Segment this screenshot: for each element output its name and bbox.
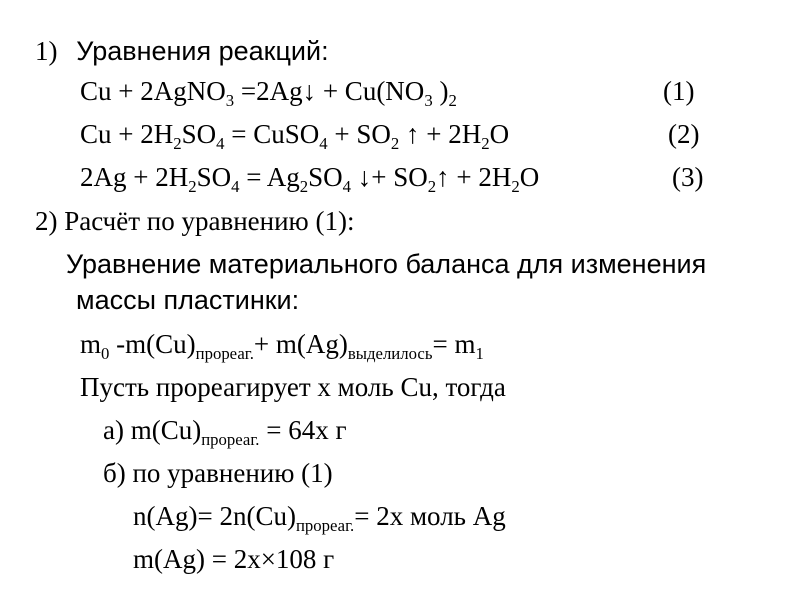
item-b: б) по уравнению (1) [103,458,333,488]
eq2-part: ↑ + 2H [399,119,482,149]
mass-eq-sub: выделилось [347,343,433,363]
mass-eq-sub: 1 [475,343,484,363]
eq1-part: Cu + 2AgNO [80,76,226,106]
eq2-part: + SO [327,119,391,149]
equation-2-number: (2) [668,119,700,149]
eq3-sub: 2 [299,176,309,196]
mass-eq-part: -m(Cu) [109,329,196,359]
item-a-part: а) m(Cu) [103,415,202,445]
eq3-sub: 4 [342,176,352,196]
section2-heading: 2) Расчёт по уравнению (1): [35,206,355,236]
eq2-sub: 2 [481,133,490,153]
mass-eq-part: + m(Ag) [253,329,348,359]
mass-eq-sub: прореаг. [195,343,254,363]
eq3-part: O [519,162,540,192]
eq1-sub: 3 [424,90,433,110]
eq3-part: 2Ag + 2H [80,162,189,192]
eq2-part: = CuSO [224,119,320,149]
eq3-part: SO [196,162,232,192]
n-line-part: n(Ag)= 2n(Cu) [133,501,296,531]
equation-1-number: (1) [663,76,695,106]
eq3-part: = Ag [239,162,300,192]
section1-number: 1) [35,36,58,66]
section1-heading [35,38,329,65]
balance-line-1: Уравнение материального баланса для изменения [66,249,707,279]
eq3-sub: 2 [427,176,437,196]
eq1-part: =2Ag↓ + Cu(NO [234,76,425,106]
n-ag-line [133,501,506,535]
item-a-sub: прореаг. [201,429,260,449]
equation-1 [80,76,457,110]
section1-title: Уравнения реакций: [76,36,329,66]
let-line: Пусть прореагирует x моль Cu, тогда [80,372,506,402]
m-ag-line: m(Ag) = 2x×108 г [133,544,335,574]
eq2-sub: 4 [216,133,225,153]
eq3-sub: 2 [511,176,520,196]
eq2-sub: 2 [173,133,182,153]
n-line-part: = 2x моль Ag [354,501,506,531]
eq1-part: ) [432,76,449,106]
mass-eq-sub: 0 [101,343,110,363]
eq2-sub: 4 [319,133,328,153]
eq3-sub: 2 [188,176,197,196]
eq2-part: Cu + 2H [80,119,174,149]
eq3-part: ↑ + 2H [436,162,512,192]
eq3-part: ↓+ SO [351,162,428,192]
item-a [103,415,347,449]
equation-3-number: (3) [672,162,704,192]
item-a-part: = 64x г [259,415,347,445]
n-line-sub: прореаг. [295,515,355,535]
mass-eq-part: = m [432,329,476,359]
eq1-sub: 3 [225,90,235,110]
balance-line-2: массы пластинки: [76,285,300,315]
eq2-sub: 2 [390,133,400,153]
eq2-part: O [489,119,510,149]
eq2-part: SO [181,119,217,149]
equation-2 [80,119,510,153]
eq3-sub: 4 [231,176,240,196]
equation-3 [80,162,540,196]
eq3-part: SO [308,162,343,192]
mass-balance-equation [80,329,484,363]
eq1-sub: 2 [448,90,457,110]
mass-eq-part: m [80,329,102,359]
